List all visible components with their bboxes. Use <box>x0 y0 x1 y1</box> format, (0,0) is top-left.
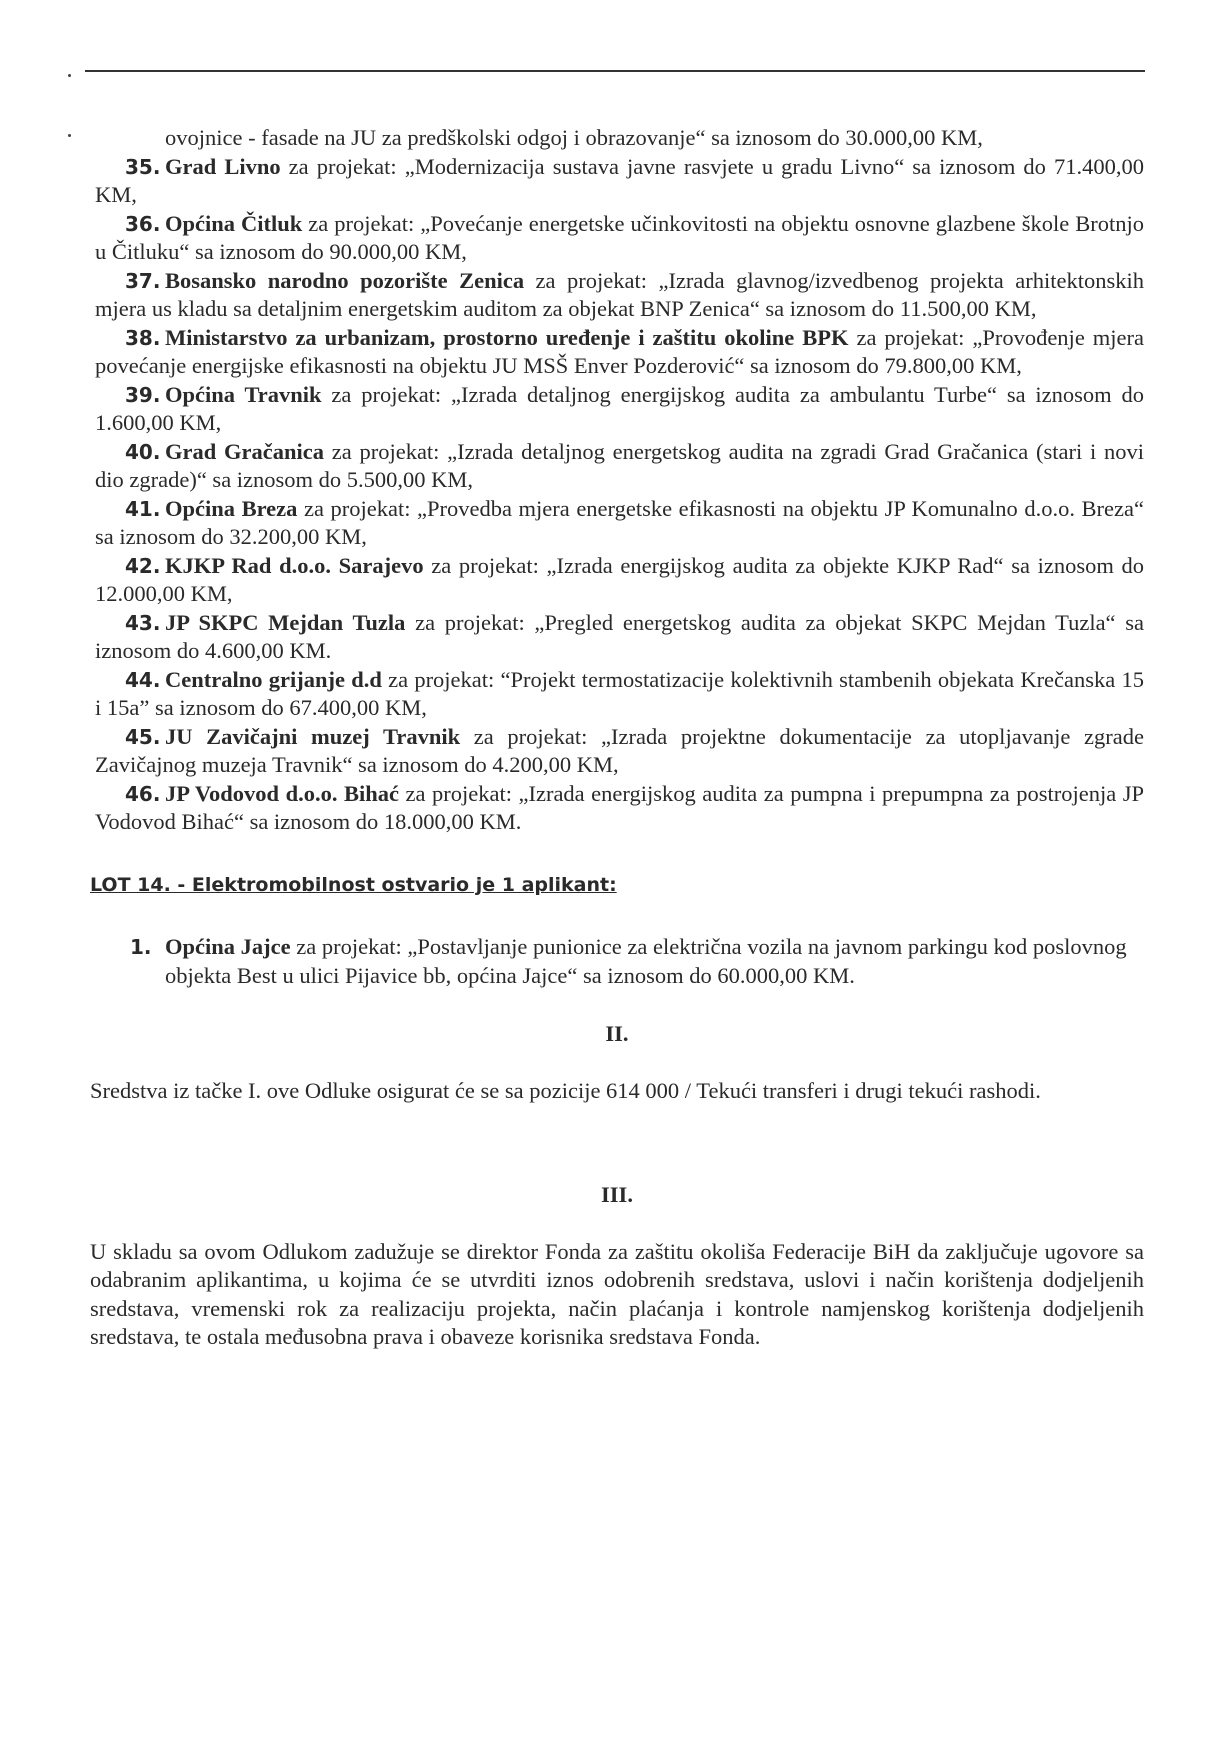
scan-artifact <box>68 74 71 77</box>
lot-list-item <box>90 933 1144 990</box>
section-title: III. <box>601 1182 633 1207</box>
applicant-name: Grad Gračanica <box>165 438 324 464</box>
item-number: 45. <box>125 724 161 749</box>
item-text: za projekat: „Modernizacija sustava javne rasvjete u gradu Livno“ sa iznosom do 71.400,00 KM, <box>95 153 1144 207</box>
applicant-name: Općina Travnik <box>165 381 322 407</box>
section-title: II. <box>605 1021 629 1046</box>
lot-heading: LOT 14. - Elektromobilnost ostvario je 1 aplikant: <box>90 873 617 896</box>
item-number: 37. <box>125 268 161 293</box>
list-item <box>90 609 1144 666</box>
item-text: za projekat: „Povećanje energetske učinkovitosti na objektu osnovne glazbene škole Brotnjo u Čitluku“ sa iznosom do 90.000,00 KM, <box>95 210 1144 264</box>
item-text: za projekat: „Izrada detaljnog energetskog audita na zgradi Grad Gračanica (stari i novi dio zgrade)“ sa iznosom do 5.500,00 KM, <box>95 438 1144 492</box>
applicant-name: Ministarstvo za urbanizam, prostorno uređenje i zaštitu okoline BPK <box>165 324 849 350</box>
applicant-name: KJKP Rad d.o.o. Sarajevo <box>165 552 424 578</box>
grant-list <box>90 124 1144 837</box>
applicant-name: JU Zavičajni muzej Travnik <box>165 723 461 749</box>
applicant-name: Bosansko narodno pozorište Zenica <box>165 267 525 293</box>
item-text: ovojnice - fasade na JU za predškolski odgoj i obrazovanje“ sa iznosom do 30.000,00 KM, <box>165 125 983 150</box>
item-number: 40. <box>125 439 161 464</box>
item-text: za projekat: “Projekt termostatizacije kolektivnih stambenih objekata Krečanska 15 i 15a” sa iznosom do 67.400,00 KM, <box>95 666 1145 720</box>
item-number: 36. <box>125 211 161 236</box>
item-text: za projekat: „Izrada energijskog audita za pumpna i prepumpna za postrojenja JP Vodovod Bihać“ sa iznosom do 18.000,00 KM. <box>95 780 1144 834</box>
scan-artifact <box>68 134 71 137</box>
applicant-name: JP Vodovod d.o.o. Bihać <box>165 780 399 806</box>
list-item <box>90 153 1144 210</box>
document-page <box>90 124 1144 1352</box>
list-item <box>90 495 1144 552</box>
header-rule <box>85 70 1145 72</box>
item-text: za projekat: „Izrada energijskog audita za objekte KJKP Rad“ sa iznosom do 12.000,00 KM, <box>95 552 1144 606</box>
item-number: 1. <box>130 935 152 959</box>
item-text: za projekat: „Izrada projektne dokumentacije za utopljavanje zgrade Zavičajnog muzeja Travnik“ sa iznosom do 4.200,00 KM, <box>95 723 1145 777</box>
item-number: 42. <box>125 553 161 578</box>
item-text: za projekat: „Izrada detaljnog energijskog audita za ambulantu Turbe“ sa iznosom do 1.600,00 KM, <box>95 381 1144 435</box>
list-item <box>90 267 1144 324</box>
section-paragraph: Sredstva iz tačke I. ove Odluke osigurat će se sa pozicije 614 000 / Tekući transferi i drugi tekući rashodi. <box>90 1077 1041 1103</box>
list-item <box>90 552 1144 609</box>
item-number: 44. <box>125 667 161 692</box>
item-text: za projekat: „Pregled energetskog audita za objekat SKPC Mejdan Tuzla“ sa iznosom do 4.600,00 KM. <box>95 609 1144 663</box>
list-item <box>90 780 1144 837</box>
list-item <box>90 438 1144 495</box>
list-item <box>90 666 1144 723</box>
item-number: 35. <box>125 154 161 179</box>
section-paragraph: U skladu sa ovom Odlukom zadužuje se direktor Fonda za zaštitu okoliša Federacije BiH da zaključuje ugovore sa odabranim aplikantima, u kojima će se utvrditi iznos odobrenih sredstava, uslovi i način korištenja dodjeljenih sredstava, vremenski rok za realizaciju projekta, način plaćanja i kontrole namjenskog korištenja dodjeljenih sredstava, te ostala međusobna prava i obaveze korisnika sredstava Fonda. <box>90 1238 1144 1349</box>
item-text: za projekat: „Postavljanje punionice za električna vozila na javnom parkingu kod poslovnog objekta Best u ulici Pijavice bb, općina Jajce“ sa iznosom do 60.000,00 KM. <box>165 934 1127 988</box>
list-item <box>90 124 1144 153</box>
list-item <box>90 210 1144 267</box>
list-item <box>90 381 1144 438</box>
item-text: za projekat: „Provođenje mjera povećanje energijske efikasnosti na objektu JU MSŠ Enver Pozderović“ sa iznosom do 79.800,00 KM, <box>95 324 1144 378</box>
applicant-name: Centralno grijanje d.d <box>165 666 382 692</box>
applicant-name: Općina Jajce <box>165 934 291 959</box>
item-number: 41. <box>125 496 161 521</box>
item-number: 38. <box>125 325 161 350</box>
applicant-name: Grad Livno <box>165 153 281 179</box>
applicant-name: Općina Čitluk <box>165 210 303 236</box>
item-number: 39. <box>125 382 161 407</box>
applicant-name: Općina Breza <box>165 495 298 521</box>
item-text: za projekat: „Provedba mjera energetske efikasnosti na objektu JP Komunalno d.o.o. Breza“ sa iznosom do 32.200,00 KM, <box>95 495 1144 549</box>
list-item <box>90 723 1144 780</box>
item-number: 46. <box>125 781 161 806</box>
item-text: za projekat: „Izrada glavnog/izvedbenog projekta arhitektonskih mjera us kladu sa detaljnim energetskim auditom za objekat BNP Zenica“ sa iznosom do 11.500,00 KM, <box>95 267 1144 321</box>
list-item <box>90 324 1144 381</box>
item-number: 43. <box>125 610 161 635</box>
applicant-name: JP SKPC Mejdan Tuzla <box>165 609 406 635</box>
